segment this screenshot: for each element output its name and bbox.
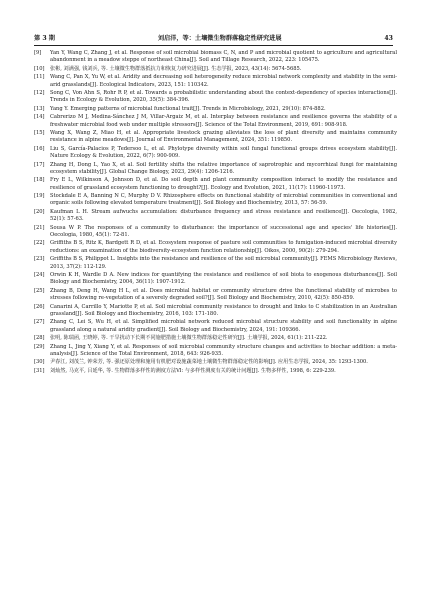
reference-number: [18] [34, 177, 45, 184]
reference-item [34, 74, 397, 89]
reference-text: 张彬, 刘满强, 钱刘兵, 等. 土壤微生物群落抵抗力和恢复力研究进展[J]. 生态学报, 2023, 43(14): 5674-5685. [50, 65, 302, 72]
reference-number: [25] [34, 287, 45, 294]
reference-item [34, 114, 397, 129]
reference-text: Orwin K H, Wardle D A. New indices for quantifying the resistance and resilience of soil biota to exogenous disturbances[J]. Soil Biology and Biochemistry, 2004, 36(11): 1907-1912. [50, 272, 397, 286]
reference-item [34, 130, 397, 145]
reference-item [34, 288, 397, 303]
reference-text: Song C, Von Ahn S, Rohr R P, et al. Towards a probabilistic understanding about the context-dependency of species interactions[J]. Trends in Ecology & Evolution, 2020, 35(5): 384-396. [50, 90, 397, 104]
reference-number: [9] [34, 50, 42, 56]
reference-text: Wang C, Pan X, Yu W, et al. Aridity and decreasing soil heterogeneity reduce microbial network complexity and stability in the semi-arid grasslands[J]. Ecological Indicators, 2023, 151: 110342. [50, 74, 397, 88]
reference-text: 刘灿然, 马克平, 吕延华, 等. 生物群落多样性的测度方法Ⅵ: 与多样性测度有关的统计问题[J]. 生物多样性, 1998, 6: 229-239. [50, 367, 336, 374]
reference-item [34, 272, 397, 287]
reference-number: [19] [34, 193, 45, 200]
reference-number: [26] [34, 303, 45, 310]
reference-text: Fry E L, Wilkinson A, Johnson D, et al. Do soil depth and plant community composition interact to modify the resistance and resilience of grassland ecosystem functioning to drought?[J]. Ecology and Evolution, 2021, 11(17): 11960-11973. [50, 177, 397, 191]
reference-number: [16] [34, 145, 45, 152]
reference-item [34, 319, 397, 334]
reference-item [34, 177, 397, 192]
reference-number: [30] [34, 359, 45, 366]
reference-item [34, 50, 397, 65]
reference-number: [29] [34, 343, 45, 350]
reference-item [34, 344, 397, 359]
reference-text: Zhang C, Lei S, Wu H, et al. Simplified microbial network reduced microbial structure stability and soil functionality in alpine grassland along a natural aridity gradient[J]. Soil Biology and Biochemistry, 2024, 191: 109366. [50, 319, 397, 333]
reference-item [34, 240, 397, 255]
reference-number: [15] [34, 130, 45, 136]
reference-number: [21] [34, 224, 45, 231]
reference-number: [14] [34, 114, 45, 121]
reference-text: 尹春江, 刘茂兰, 钟荣芳, 等. 强还原处理和施用有机肥对设施蔬菜地土壤微生物群落稳定性的影响[J]. 应用生态学报, 2024, 35: 1293-1300. [50, 359, 368, 366]
reference-number: [12] [34, 90, 45, 96]
reference-text: Griffiths B S, Philippot L. Insights into the resistance and resilience of the soil microbial community[J]. FEMS Microbiology Reviews, 2013, 37(2): 112-129. [50, 256, 397, 270]
reference-text: Zhang B, Deng H, Wang H L, et al. Does microbial habitat or community structure drive the functional stability of microbes to stresses following re-vegetation of a severely degraded soil?[J]. Soil Biology and Biochemistry, 2010, 42(5): 850-859. [50, 287, 397, 302]
reference-text: Kaufman L H. Stream aufwuchs accumulation: disturbance frequency and stress resistance and resilience[J]. Oecologia, 1982, 52(1): 57-63. [50, 208, 397, 223]
reference-text: Zhang L, Jing Y, Xiang Y, et al. Responses of soil microbial community structure changes and activities to biochar addition: a meta-analysis[J]. Science of the Total Environment, 2018, 643: 926-935. [50, 343, 397, 357]
reference-number: [27] [34, 319, 45, 326]
reference-item [34, 368, 397, 375]
reference-number: [22] [34, 240, 45, 247]
reference-text: Zhang H, Dong L, Yao X, et al. Soil fertility shifts the relative importance of saprotrophic and mycorrhizal fungi for maintaining ecosystem stability[J]. Global Change Biology, 2023, 29(4): 1206-1216. [50, 161, 397, 175]
reference-number: [20] [34, 208, 45, 215]
issue-number: 第 3 期 [34, 35, 55, 42]
reference-item [34, 90, 397, 105]
reference-item [34, 304, 397, 319]
reference-text: 张明, 陈瑞函, 王晓婷, 等. 干旱扰动下长期不同施肥措施土壤微生物群落稳定性研究[J]. 土壤学报, 2024, 61(1): 211-222. [50, 335, 328, 342]
reference-number: [23] [34, 256, 45, 263]
reference-item [34, 335, 397, 342]
reference-text: Wang X, Wang Z, Miao H, et al. Appropriate livestock grazing alleviates the loss of plant diversity and maintains community resistance in alpine meadows[J]. Journal of Environmental Management, 2024, 351: 119850. [50, 130, 397, 144]
running-title: 刘启洋，等：土壤微生物群落稳定性研究进展 [157, 35, 282, 42]
reference-text: Yang Y. Emerging patterns of microbial functional trait[J]. Trends in Microbiology, 2021, 29(10): 874-882. [50, 105, 326, 112]
reference-item [34, 146, 397, 161]
reference-text: Sousa W P. The responses of a community to disturbance: the importance of successional age and species' life histories[J]. Oecologia, 1980, 45(1): 72-81. [50, 224, 397, 239]
reference-text: Yan Y, Wang C, Zhang J, et al. Response of soil microbial biomass C, N, and P and microbial quotient to agriculture and agricultural abandonment in a meadow steppe of northeast China[J]. Soil and Tillage Research, 2022, 223: 105475. [50, 50, 397, 64]
reference-number: [17] [34, 161, 45, 168]
reference-number: [31] [34, 367, 45, 374]
reference-number: [24] [34, 272, 45, 279]
reference-item [34, 225, 397, 240]
reference-item [34, 106, 397, 113]
reference-text: Stockdale E A, Banning N C, Murphy D V. Rhizosphere effects on functional stability of microbial communities in conventional and organic soils following elevated temperature treatment[J]. Soil Biology and Biochemistry, 2013, 57: 56-59. [50, 193, 397, 207]
reference-text: Canarini A, Carrillo Y, Mariotte P, et al. Soil microbial community resistance to drought and links to C stabilization in an Australian grassland[J]. Soil Biology and Biochemistry, 2016, 103: 171-180. [50, 303, 397, 317]
reference-item [34, 209, 397, 224]
page-number: 43 [384, 35, 393, 42]
reference-item [34, 162, 397, 177]
reference-item [34, 359, 397, 366]
reference-item [34, 256, 397, 271]
running-header [34, 28, 393, 46]
reference-number: [28] [34, 335, 45, 342]
reference-list [34, 50, 397, 376]
reference-number: [10] [34, 65, 45, 72]
reference-text: Liu S, García-Palacios P, Tedersoo L, et al. Phylotype diversity within soil fungal functional groups drives ecosystem stability[J]. Nature Ecology & Evolution, 2022, 6(7): 900-909. [50, 145, 397, 160]
reference-item [34, 193, 397, 208]
reference-item [34, 66, 397, 73]
reference-text: Griffiths B S, Ritz K, Bardgett R D, et al. Ecosystem response of pasture soil communities to fumigation-induced microbial diversity reductions: an examination of the biodiversity-ecosystem function relationship[J]. Oikos, 2000, 90(2): 279-294. [50, 240, 397, 254]
reference-number: [11] [34, 74, 45, 81]
reference-number: [13] [34, 105, 45, 112]
reference-text: Cabrerizo M J, Medina-Sánchez J M, Villar-Argaiz M, et al. Interplay between resistance and resilience governs the stability of a freshwater microbial food web under multiple stressors[J]. Science of the Total Environment, 2019, 691: 908-918. [50, 114, 397, 128]
